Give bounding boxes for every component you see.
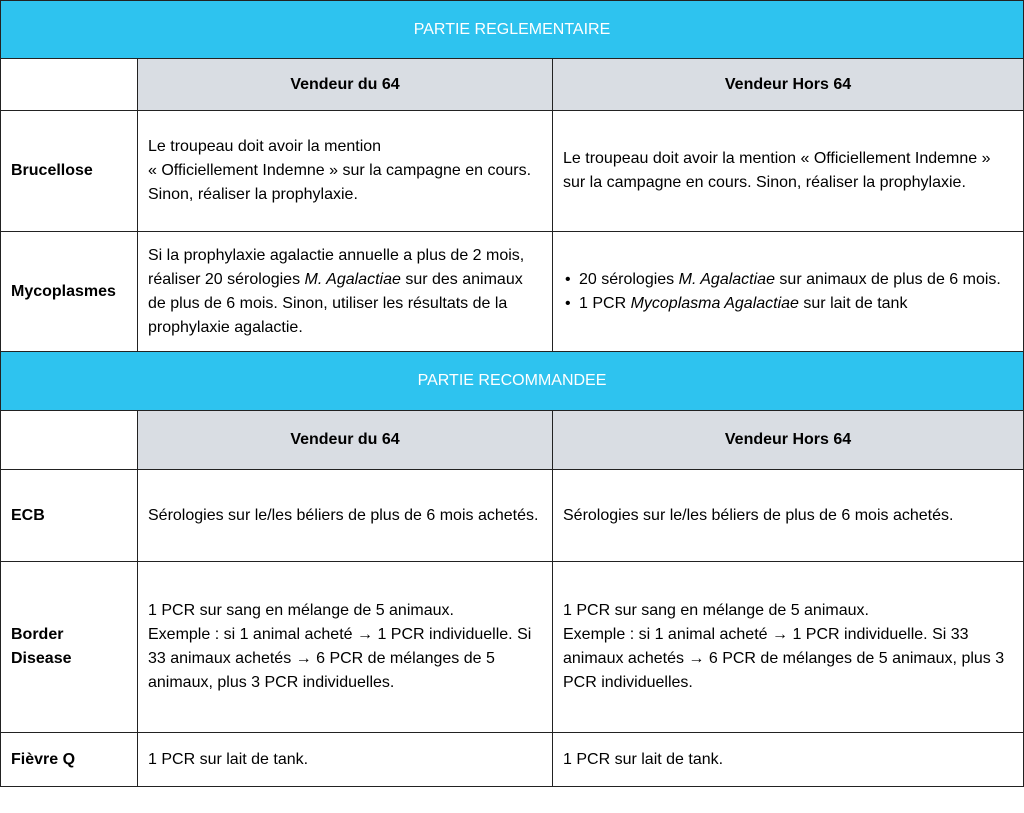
cell-brucellose-vendeur-64 <box>138 111 553 232</box>
table-row-brucellose <box>1 111 1024 232</box>
cell-border-vendeur-64 <box>138 562 553 733</box>
table-row-border-disease <box>1 562 1024 733</box>
section-row-recommandee <box>1 352 1024 411</box>
section-title-reglementaire: PARTIE REGLEMENTAIRE <box>1 1 1024 59</box>
cell-mycoplasmes-vendeur-hors-64 <box>553 232 1024 352</box>
brucellose-64-line-1: Le troupeau doit avoir la mention <box>148 138 382 155</box>
row-label-mycoplasmes: Mycoplasmes <box>1 232 138 352</box>
row-label-fievre-q: Fièvre Q <box>1 733 138 787</box>
cell-ecb-vendeur-hors-64: Sérologies sur le/les béliers de plus de 6 mois achetés. <box>553 470 1024 562</box>
table-row-mycoplasmes <box>1 232 1024 352</box>
table-row-fievre-q <box>1 733 1024 787</box>
border-hors64-line-2: Exemple : si 1 animal acheté → 1 PCR individuelle. Si 33 animaux achetés → 6 PCR de mélanges de 5 animaux, plus 3 PCR individuelles. <box>563 626 1005 691</box>
bullet-1-text-c: sur animaux de plus de 6 mois. <box>774 270 1001 288</box>
column-header-row <box>1 59 1024 111</box>
cell-brucellose-vendeur-hors-64: Le troupeau doit avoir la mention « Officiellement Indemne » sur la campagne en cours. Sinon, réaliser la prophylaxie. <box>553 111 1024 232</box>
column-header-vendeur-64: Vendeur du 64 <box>138 59 553 111</box>
bullet-2-text-c: sur lait de tank <box>798 294 908 312</box>
row-label-border-disease: Border Disease <box>1 562 138 733</box>
cell-fievre-vendeur-64: 1 PCR sur lait de tank. <box>138 733 553 787</box>
row-label-ecb: ECB <box>1 470 138 562</box>
bullet-2-species: Mycoplasma Agalactiae <box>630 294 799 312</box>
cell-fievre-vendeur-hors-64: 1 PCR sur lait de tank. <box>553 733 1024 787</box>
list-item <box>563 268 1013 292</box>
brucellose-64-line-3: Sinon, réaliser la prophylaxie. <box>148 186 358 203</box>
cell-border-vendeur-hors-64 <box>553 562 1024 733</box>
cell-ecb-vendeur-64: Sérologies sur le/les béliers de plus de 6 mois achetés. <box>138 470 553 562</box>
bullet-2-text-a: 1 PCR <box>579 294 631 312</box>
list-item <box>563 292 1013 316</box>
border-hors64-line-1: 1 PCR sur sang en mélange de 5 animaux. <box>563 602 869 619</box>
column-header-vendeur-hors-64-2: Vendeur Hors 64 <box>553 411 1024 470</box>
mycoplasmes-hors64-list <box>563 268 1013 316</box>
header-blank-cell <box>1 59 138 111</box>
column-header-vendeur-64-2: Vendeur du 64 <box>138 411 553 470</box>
column-header-vendeur-hors-64: Vendeur Hors 64 <box>553 59 1024 111</box>
border-64-line-1: 1 PCR sur sang en mélange de 5 animaux. <box>148 602 454 619</box>
mycoplasmes-64-species: M. Agalactiae <box>304 270 401 288</box>
header-blank-cell-2 <box>1 411 138 470</box>
brucellose-64-line-2: « Officiellement Indemne » sur la campagne en cours. <box>148 162 532 179</box>
row-label-brucellose: Brucellose <box>1 111 138 232</box>
cell-mycoplasmes-vendeur-64 <box>138 232 553 352</box>
mycoplasmes-64-text-a: Si la prophylaxie agalactie annuelle a plus de 2 mois, réaliser 20 sérologies <box>148 246 525 288</box>
table-row-ecb <box>1 470 1024 562</box>
mycoplasmes-64-text-c: sur des animaux de plus de 6 mois. Sinon, utiliser les résultats de la prophylaxie agalactie. <box>148 270 523 336</box>
border-64-line-2: Exemple : si 1 animal acheté → 1 PCR individuelle. Si 33 animaux achetés → 6 PCR de mélanges de 5 animaux, plus 3 PCR individuelles. <box>148 626 532 691</box>
column-header-row-2 <box>1 411 1024 470</box>
section-row-reglementaire <box>1 1 1024 59</box>
bullet-1-species: M. Agalactiae <box>678 270 775 288</box>
bullet-1-text-a: 20 sérologies <box>579 270 679 288</box>
section-title-recommandee: PARTIE RECOMMANDEE <box>1 352 1024 411</box>
